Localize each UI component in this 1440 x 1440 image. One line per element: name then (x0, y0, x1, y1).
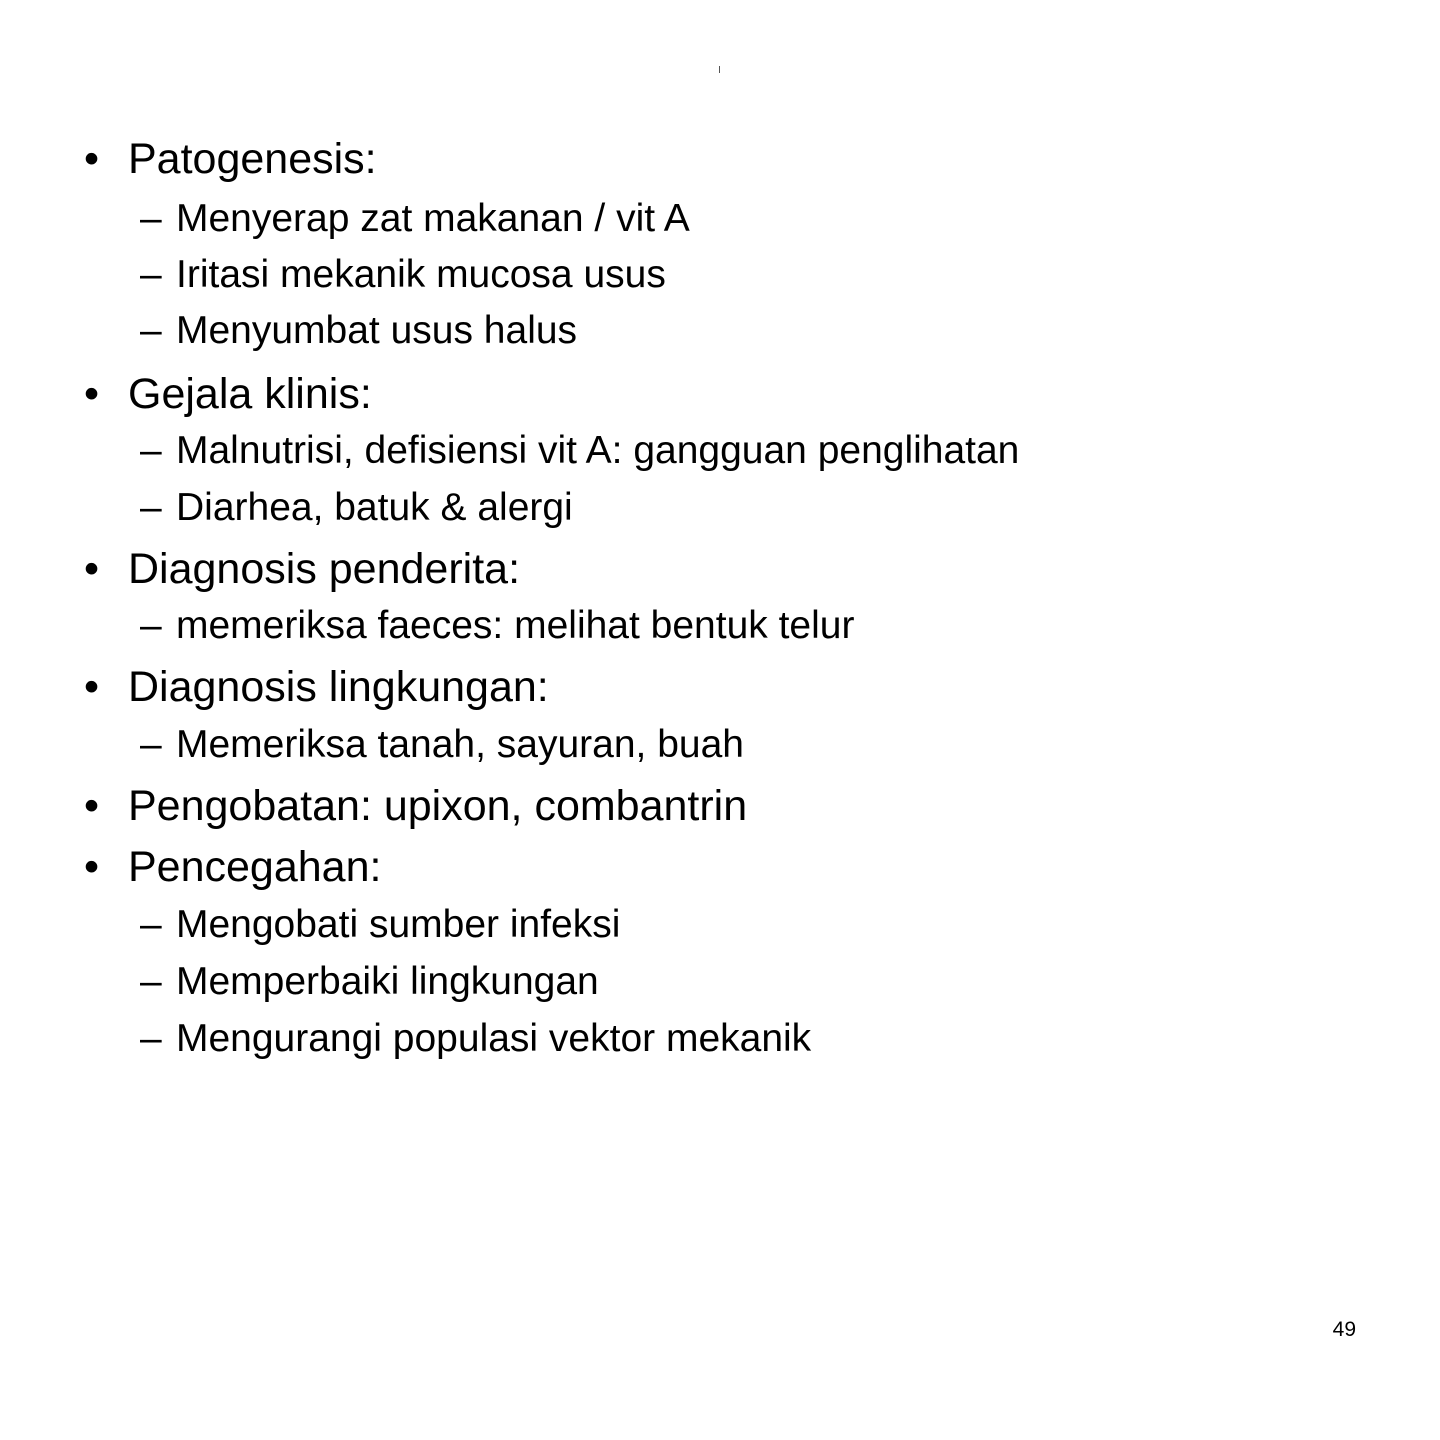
sub-item (140, 485, 573, 531)
bullet-item-diagnosis-penderita (84, 544, 520, 594)
sub-item (140, 603, 854, 649)
sub-bullet-dash: – (140, 604, 162, 647)
sub-item-text: Mengurangi populasi vektor mekanik (176, 1017, 812, 1060)
sub-bullet-dash: – (140, 253, 162, 296)
bullet-dot: • (84, 782, 100, 830)
sub-item (140, 722, 744, 768)
sub-item (140, 902, 620, 948)
sub-item-text: Menyumbat usus halus (176, 309, 578, 352)
bullet-text: Diagnosis lingkungan: (128, 663, 549, 711)
bullet-dot: • (84, 370, 100, 418)
page-number: 49 (1332, 1318, 1356, 1341)
bullet-item-diagnosis-lingkungan (84, 662, 549, 712)
bullet-item-gejala-klinis (84, 369, 372, 419)
sub-item (140, 196, 690, 242)
bullet-dot: • (84, 135, 100, 183)
sub-item-text: Mengobati sumber infeksi (176, 903, 621, 946)
sub-item (140, 308, 577, 354)
bullet-item-patogenesis (84, 134, 377, 184)
bullet-dot: • (84, 663, 100, 711)
sub-item (140, 959, 599, 1005)
sub-bullet-dash: – (140, 486, 162, 529)
bullet-dot: • (84, 843, 100, 891)
sub-item-text: memeriksa faeces: melihat bentuk telur (176, 604, 855, 647)
sub-bullet-dash: – (140, 309, 162, 352)
sub-item-text: Memperbaiki lingkungan (176, 960, 599, 1003)
bullet-item-pengobatan (84, 781, 747, 831)
sub-item-text: Malnutrisi, defisiensi vit A: gangguan penglihatan (176, 429, 1020, 472)
sub-item-text: Menyerap zat makanan / vit A (176, 197, 690, 240)
bullet-text: Pencegahan: (128, 843, 382, 891)
sub-item-text: Memeriksa tanah, sayuran, buah (176, 723, 744, 766)
sub-bullet-dash: – (140, 197, 162, 240)
sub-item-text: Diarhea, batuk & alergi (176, 486, 573, 529)
sub-item (140, 252, 666, 298)
sub-bullet-dash: – (140, 1017, 162, 1060)
bullet-text: Patogenesis: (128, 135, 377, 183)
bullet-text: Pengobatan: upixon, combantrin (128, 782, 748, 830)
sub-item (140, 428, 1019, 474)
bullet-text: Gejala klinis: (128, 370, 372, 418)
sub-bullet-dash: – (140, 903, 162, 946)
sub-bullet-dash: – (140, 429, 162, 472)
sub-item-text: Iritasi mekanik mucosa usus (176, 253, 666, 296)
sub-bullet-dash: – (140, 723, 162, 766)
sub-item (140, 1016, 811, 1062)
bullet-item-pencegahan (84, 842, 381, 892)
bullet-dot: • (84, 545, 100, 593)
bullet-text: Diagnosis penderita: (128, 545, 521, 593)
sub-bullet-dash: – (140, 960, 162, 1003)
